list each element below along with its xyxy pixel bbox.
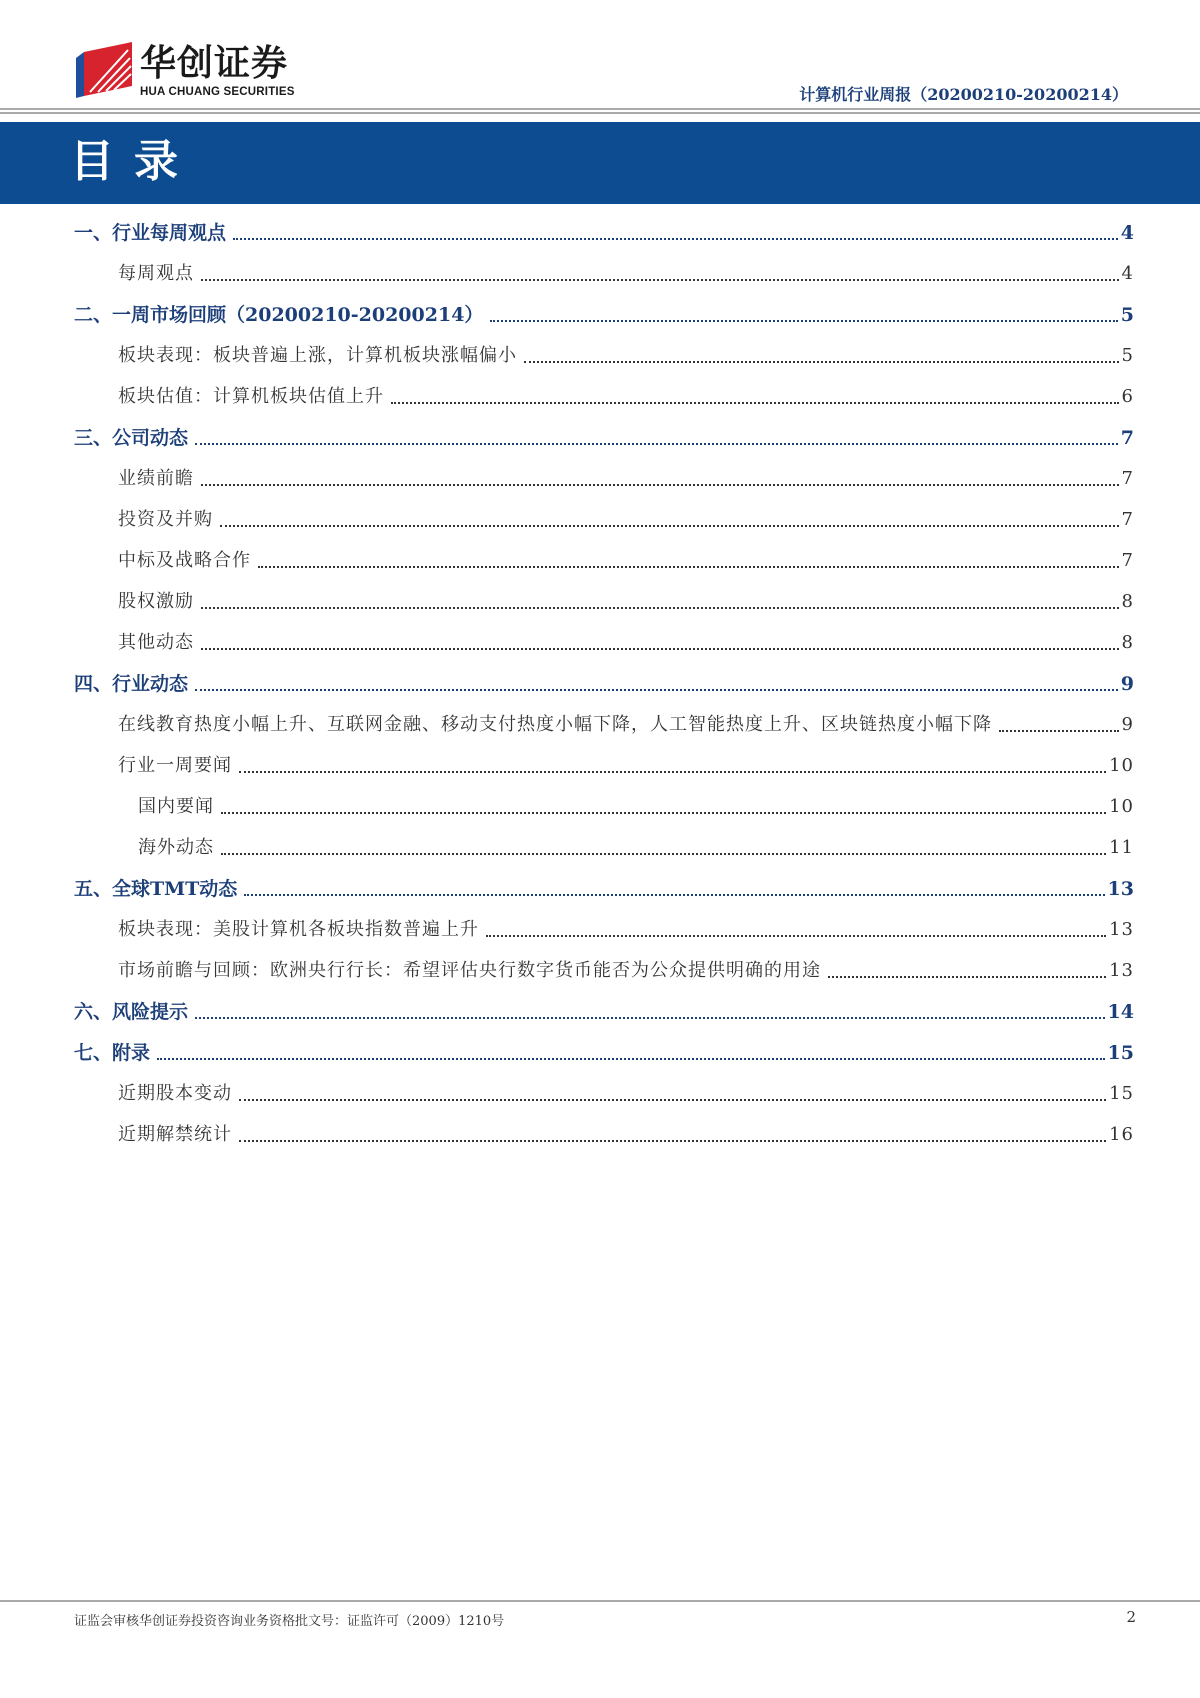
toc-entry-label: 五、全球TMT动态: [74, 876, 241, 902]
toc-entry-page: 10: [1109, 796, 1134, 817]
toc-entry-label: 行业一周要闻: [118, 753, 236, 779]
toc-entry-label: 近期股本变动: [118, 1081, 236, 1107]
toc-entry[interactable]: [74, 261, 1134, 302]
toc-entry-page: 10: [1109, 755, 1134, 776]
toc-entry[interactable]: [74, 712, 1134, 753]
toc-entry-page: 14: [1107, 1001, 1134, 1023]
toc-dot-leader: [486, 917, 1106, 937]
toc-entry-label: 股权激励: [118, 589, 198, 615]
toc-entry[interactable]: [74, 302, 1134, 343]
toc-entry-label: 七、附录: [74, 1040, 154, 1066]
toc-entry[interactable]: [74, 753, 1134, 794]
toc-entry-label: 板块表现：美股计算机各板块指数普遍上升: [118, 917, 483, 943]
toc-dot-leader: [201, 261, 1119, 281]
toc-entry-page: 9: [1121, 714, 1134, 735]
toc-entry-label: 业绩前瞻: [118, 466, 198, 492]
toc-entry[interactable]: [74, 589, 1134, 630]
toc-entry-page: 9: [1120, 673, 1134, 695]
toc-dot-leader: [201, 589, 1119, 609]
toc-entry-label: 投资及并购: [118, 507, 217, 533]
header-divider: [0, 108, 1200, 110]
toc-entry-label: 海外动态: [138, 835, 218, 861]
toc-dot-leader: [524, 343, 1119, 363]
section-banner: [0, 122, 1200, 204]
toc-entry-page: 7: [1121, 550, 1134, 571]
toc-entry-page: 8: [1121, 591, 1134, 612]
toc-entry-page: 4: [1120, 222, 1134, 244]
toc-dot-leader: [244, 876, 1104, 896]
toc-dot-leader: [195, 425, 1118, 445]
toc-entry-label: 板块估值：计算机板块估值上升: [118, 384, 388, 410]
toc-dot-leader: [828, 958, 1106, 978]
page-number: 2: [1126, 1608, 1136, 1626]
toc-entry-page: 8: [1121, 632, 1134, 653]
toc-entry-page: 7: [1121, 509, 1134, 530]
toc-entry-page: 5: [1121, 345, 1134, 366]
toc-entry[interactable]: [74, 671, 1134, 712]
toc-entry-page: 15: [1109, 1083, 1134, 1104]
toc-entry-page: 15: [1107, 1042, 1134, 1064]
toc-entry-label: 三、公司动态: [74, 425, 192, 451]
toc-entry-label: 四、行业动态: [74, 671, 192, 697]
toc-entry-label: 其他动态: [118, 630, 198, 656]
toc-entry-page: 6: [1121, 386, 1134, 407]
toc-entry[interactable]: [74, 1122, 1134, 1163]
toc-dot-leader: [201, 630, 1119, 650]
toc-entry[interactable]: [74, 794, 1134, 835]
toc-entry-label: 二、一周市场回顾（20200210-20200214）: [74, 302, 487, 328]
toc-entry-label: 国内要闻: [138, 794, 218, 820]
toc-entry-label: 在线教育热度小幅上升、互联网金融、移动支付热度小幅下降，人工智能热度上升、区块链热度小幅下降: [118, 712, 996, 738]
header-divider: [0, 112, 1200, 114]
toc-entry[interactable]: [74, 548, 1134, 589]
toc-entry-page: 4: [1121, 263, 1134, 284]
toc-entry[interactable]: [74, 958, 1134, 999]
toc-entry-page: 5: [1120, 304, 1134, 326]
toc-entry-page: 7: [1121, 468, 1134, 489]
toc-entry[interactable]: [74, 1040, 1134, 1081]
table-of-contents: [74, 220, 1134, 1163]
toc-dot-leader: [391, 384, 1119, 404]
toc-entry[interactable]: [74, 425, 1134, 466]
toc-dot-leader: [490, 302, 1117, 322]
toc-entry[interactable]: [74, 384, 1134, 425]
toc-entry-page: 13: [1107, 878, 1134, 900]
toc-dot-leader: [239, 1122, 1106, 1142]
toc-dot-leader: [233, 220, 1118, 240]
toc-dot-leader: [201, 466, 1119, 486]
toc-entry[interactable]: [74, 835, 1134, 876]
toc-entry[interactable]: [74, 1081, 1134, 1122]
toc-entry-label: 中标及战略合作: [118, 548, 255, 574]
toc-entry[interactable]: [74, 220, 1134, 261]
toc-entry-label: 市场前瞻与回顾：欧洲央行行长：希望评估央行数字货币能否为公众提供明确的用途: [118, 958, 825, 984]
logo-chinese-name: 华创证券: [140, 43, 289, 84]
toc-entry[interactable]: [74, 343, 1134, 384]
toc-entry-label: 一、行业每周观点: [74, 220, 230, 246]
toc-dot-leader: [221, 835, 1106, 855]
toc-entry[interactable]: [74, 507, 1134, 548]
report-title: 计算机行业周报（20200210-20200214）: [799, 85, 1128, 104]
toc-entry[interactable]: [74, 999, 1134, 1040]
toc-entry-page: 16: [1109, 1124, 1134, 1145]
logo-english-name: HUA CHUANG SECURITIES: [140, 86, 295, 98]
toc-dot-leader: [999, 712, 1119, 732]
footer-license: 证监会审核华创证券投资咨询业务资格批文号：证监许可（2009）1210号: [74, 1614, 505, 1629]
toc-dot-leader: [239, 1081, 1106, 1101]
toc-entry-page: 11: [1109, 837, 1134, 858]
toc-dot-leader: [195, 671, 1118, 691]
toc-entry-label: 六、风险提示: [74, 999, 192, 1025]
toc-entry-page: 7: [1120, 427, 1134, 449]
toc-entry[interactable]: [74, 917, 1134, 958]
toc-entry-page: 13: [1109, 960, 1134, 981]
toc-dot-leader: [157, 1040, 1105, 1060]
page-header: [0, 0, 1200, 187]
toc-dot-leader: [239, 753, 1106, 773]
company-logo: [76, 42, 336, 102]
page-title: 目录: [70, 136, 198, 187]
toc-entry[interactable]: [74, 630, 1134, 671]
toc-dot-leader: [258, 548, 1119, 568]
toc-dot-leader: [221, 794, 1106, 814]
toc-entry-label: 近期解禁统计: [118, 1122, 236, 1148]
toc-dot-leader: [195, 999, 1105, 1019]
toc-entry-label: 每周观点: [118, 261, 198, 287]
footer-divider: [0, 1600, 1200, 1602]
toc-entry-page: 13: [1109, 919, 1134, 940]
logo-mark-icon: [76, 42, 132, 98]
toc-dot-leader: [220, 507, 1119, 527]
toc-entry[interactable]: [74, 466, 1134, 507]
toc-entry[interactable]: [74, 876, 1134, 917]
toc-entry-label: 板块表现：板块普遍上涨，计算机板块涨幅偏小: [118, 343, 521, 369]
